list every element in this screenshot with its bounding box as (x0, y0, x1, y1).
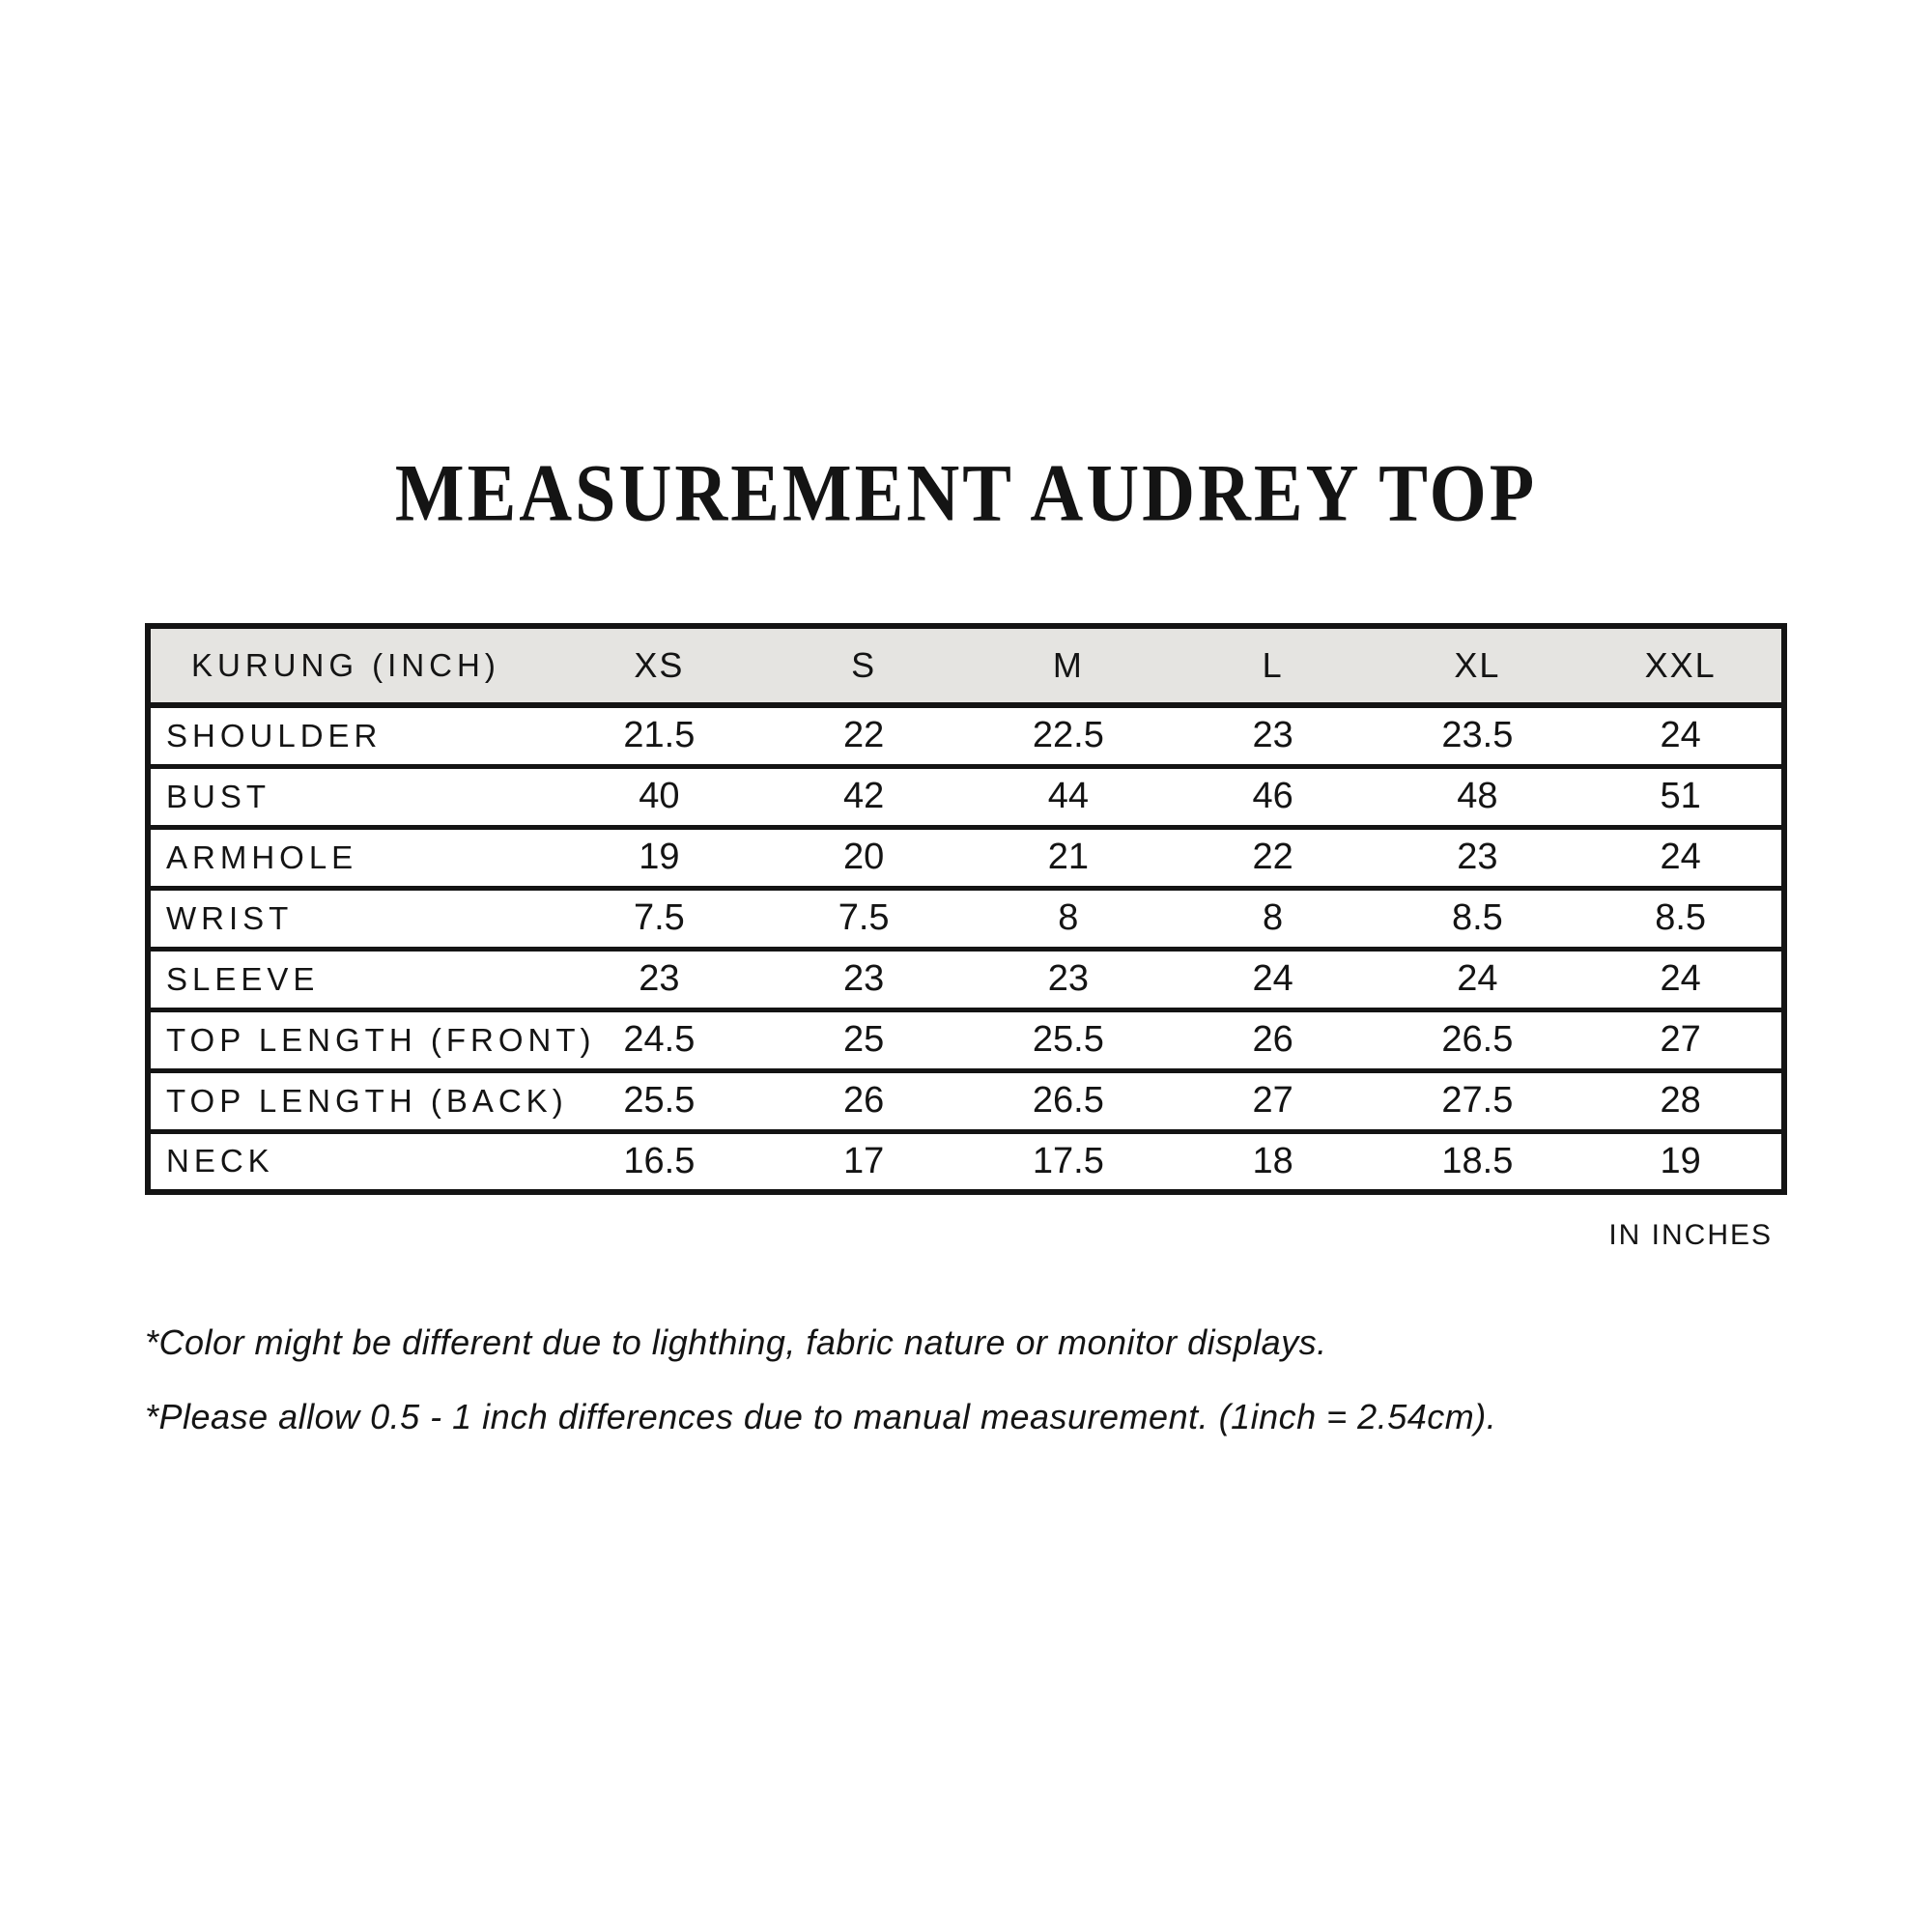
row-label: BUST (166, 778, 271, 814)
row-label: ARMHOLE (166, 838, 358, 875)
table-row (148, 1131, 1784, 1192)
value-cell: 26 (842, 1080, 885, 1121)
header-cell-row-label: KURUNG (INCH) (148, 626, 557, 705)
row-label: NECK (166, 1143, 274, 1179)
value-cell: 44 (1047, 776, 1090, 816)
table-body (148, 705, 1784, 1192)
table-row (148, 1009, 1784, 1070)
value-cell: 23 (1047, 958, 1090, 999)
value-cell: 23 (1252, 715, 1293, 756)
value-cell: 26.5 (1441, 1019, 1514, 1060)
value-cell: 8 (1058, 897, 1079, 938)
value-cell: 23.5 (1441, 715, 1514, 756)
value-cell: 27 (1252, 1080, 1293, 1121)
row-label: WRIST (166, 899, 294, 936)
value-cell: 7.5 (838, 897, 890, 938)
value-cell: 23 (639, 958, 680, 999)
table-row (148, 949, 1784, 1009)
value-cell: 24 (1252, 958, 1293, 999)
row-label: TOP LENGTH (BACK) (166, 1082, 568, 1119)
value-cell: 19 (1660, 1140, 1701, 1181)
value-cell: 25.5 (1032, 1019, 1104, 1060)
row-label: TOP LENGTH (FRONT) (166, 1021, 596, 1058)
table-header-row (148, 626, 1784, 705)
value-cell: 16.5 (623, 1140, 696, 1181)
footnotes (145, 1321, 1816, 1470)
header-cell-size: L (1171, 626, 1376, 705)
value-cell: 26 (1252, 1019, 1293, 1060)
header-cell-size: XL (1376, 626, 1580, 705)
value-cell: 25.5 (623, 1080, 696, 1121)
value-cell: 8.5 (1655, 897, 1707, 938)
value-cell: 23 (842, 958, 885, 999)
value-cell: 25 (842, 1019, 885, 1060)
value-cell: 8.5 (1451, 897, 1503, 938)
table-row (148, 1070, 1784, 1131)
footnote-measurement-tolerance: *Please allow 0.5 - 1 inch differences due to manual measurement. (1inch = 2.54cm). (145, 1397, 1497, 1437)
table-row (148, 705, 1784, 766)
header-cell-size: XXL (1579, 626, 1784, 705)
value-cell: 7.5 (633, 897, 685, 938)
unit-note: IN INCHES (1608, 1219, 1773, 1251)
table-row (148, 827, 1784, 888)
value-cell: 21.5 (623, 715, 696, 756)
value-cell: 23 (1457, 837, 1498, 877)
header-cell-size: XS (557, 626, 762, 705)
value-cell: 22.5 (1032, 715, 1104, 756)
value-cell: 46 (1252, 776, 1293, 816)
value-cell: 18.5 (1441, 1140, 1514, 1181)
table-header (148, 626, 1784, 705)
value-cell: 27.5 (1441, 1080, 1514, 1121)
row-label: SLEEVE (166, 960, 320, 997)
value-cell: 8 (1263, 897, 1284, 938)
value-cell: 24 (1660, 837, 1701, 877)
page-title: MEASUREMENT AUDREY TOP (394, 447, 1538, 539)
value-cell: 48 (1457, 776, 1498, 816)
value-cell: 24 (1660, 715, 1701, 756)
value-cell: 21 (1047, 837, 1090, 877)
value-cell: 18 (1252, 1140, 1293, 1181)
table-row (148, 766, 1784, 827)
value-cell: 20 (842, 837, 885, 877)
value-cell: 27 (1660, 1019, 1701, 1060)
value-cell: 51 (1660, 776, 1701, 816)
value-cell: 17 (842, 1140, 885, 1181)
value-cell: 26.5 (1032, 1080, 1104, 1121)
value-cell: 22 (1252, 837, 1293, 877)
table-row (148, 888, 1784, 949)
value-cell: 19 (639, 837, 680, 877)
header-cell-size: M (966, 626, 1171, 705)
footnote-color-disclaimer: *Color might be different due to lighthing, fabric nature or monitor displays. (145, 1322, 1327, 1362)
value-cell: 22 (842, 715, 885, 756)
value-cell: 17.5 (1032, 1140, 1104, 1181)
value-cell: 42 (842, 776, 885, 816)
value-cell: 24 (1660, 958, 1701, 999)
value-cell: 24 (1457, 958, 1498, 999)
value-cell: 40 (639, 776, 680, 816)
measurement-table (145, 623, 1787, 1195)
value-cell: 28 (1660, 1080, 1701, 1121)
header-cell-size: S (761, 626, 966, 705)
row-label: SHOULDER (166, 717, 383, 753)
value-cell: 24.5 (623, 1019, 696, 1060)
